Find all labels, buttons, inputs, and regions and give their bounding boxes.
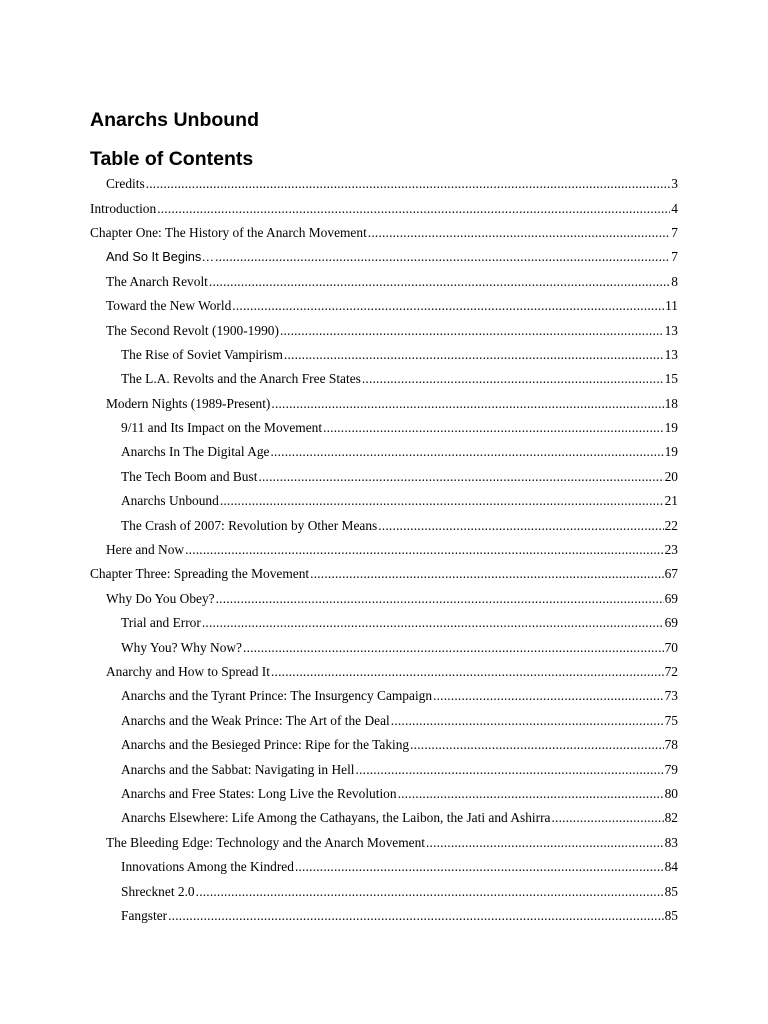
toc-entry-page: 70 bbox=[664, 639, 678, 655]
toc-entry-page: 18 bbox=[664, 395, 678, 411]
toc-entry[interactable] bbox=[0, 245, 768, 269]
toc-entry-title: The Crash of 2007: Revolution by Other Means bbox=[121, 517, 378, 533]
dot-leader bbox=[216, 591, 664, 607]
toc-entry[interactable] bbox=[0, 562, 768, 586]
toc-entry-page: 85 bbox=[664, 883, 678, 899]
toc-entry-title: Innovations Among the Kindred bbox=[121, 859, 294, 875]
toc-entry-page: 80 bbox=[664, 785, 678, 801]
toc-entry-page: 13 bbox=[664, 322, 678, 338]
dot-leader bbox=[368, 225, 671, 241]
toc-entry[interactable] bbox=[0, 635, 768, 659]
dot-leader bbox=[258, 469, 663, 485]
toc-entry-page: 11 bbox=[665, 298, 678, 314]
toc-entry-title: Anarchs In The Digital Age bbox=[121, 444, 270, 460]
dot-leader bbox=[356, 762, 664, 778]
toc-entry-page: 22 bbox=[664, 517, 678, 533]
toc-entry-page: 85 bbox=[664, 907, 678, 923]
toc-entry[interactable] bbox=[0, 392, 768, 416]
toc-entry-page: 23 bbox=[664, 542, 678, 558]
toc-entry-page: 78 bbox=[664, 737, 678, 753]
toc-entry-title: Introduction bbox=[90, 200, 157, 216]
toc-entry-page: 72 bbox=[664, 664, 678, 679]
toc-entry-title: Anarchs Elsewhere: Life Among the Cathayans, the Laibon, the Jati and Ashirra bbox=[121, 810, 551, 826]
dot-leader bbox=[202, 615, 664, 631]
dot-leader bbox=[146, 176, 671, 192]
toc-entry[interactable] bbox=[0, 343, 768, 367]
toc-entry-page: 7 bbox=[671, 249, 678, 265]
table-of-contents bbox=[0, 172, 768, 928]
toc-entry[interactable] bbox=[0, 855, 768, 879]
toc-entry-page: 13 bbox=[664, 346, 678, 362]
dot-leader bbox=[220, 493, 664, 509]
toc-entry[interactable] bbox=[0, 709, 768, 733]
toc-entry-title: The Rise of Soviet Vampirism bbox=[121, 346, 283, 362]
toc-entry[interactable] bbox=[0, 367, 768, 391]
toc-entry[interactable] bbox=[0, 611, 768, 635]
dot-leader bbox=[215, 249, 670, 265]
toc-entry-title: Chapter Three: Spreading the Movement bbox=[90, 566, 310, 582]
toc-entry-title: Trial and Error bbox=[121, 615, 201, 631]
toc-entry-page: 67 bbox=[664, 566, 678, 582]
toc-entry[interactable] bbox=[0, 538, 768, 562]
toc-entry-title: Why Do You Obey? bbox=[106, 590, 215, 606]
toc-entry-page: 3 bbox=[671, 176, 678, 192]
dot-leader bbox=[243, 640, 664, 656]
toc-entry-title: The Anarch Revolt bbox=[106, 273, 208, 289]
toc-entry-page: 73 bbox=[664, 688, 678, 704]
toc-entry[interactable] bbox=[0, 294, 768, 318]
toc-entry[interactable] bbox=[0, 196, 768, 220]
dot-leader bbox=[168, 908, 663, 924]
dot-leader bbox=[295, 859, 664, 875]
toc-entry[interactable] bbox=[0, 172, 768, 196]
toc-entry-title: Anarchs and the Weak Prince: The Art of the Deal bbox=[121, 712, 390, 728]
toc-entry-page: 4 bbox=[671, 200, 678, 216]
toc-entry[interactable] bbox=[0, 757, 768, 781]
toc-entry[interactable] bbox=[0, 587, 768, 611]
toc-entry[interactable] bbox=[0, 806, 768, 830]
toc-entry-title: Anarchs and Free States: Long Live the Revolution bbox=[121, 785, 397, 801]
dot-leader bbox=[232, 298, 664, 314]
toc-entry-title: The Bleeding Edge: Technology and the Anarch Movement bbox=[106, 834, 425, 850]
dot-leader bbox=[185, 542, 664, 558]
toc-entry-page: 19 bbox=[664, 444, 678, 460]
dot-leader bbox=[284, 347, 664, 363]
dot-leader bbox=[362, 371, 664, 387]
toc-entry[interactable] bbox=[0, 270, 768, 294]
dot-leader bbox=[271, 664, 664, 680]
toc-entry-page: 7 bbox=[671, 224, 678, 240]
toc-entry-title: Anarchs and the Sabbat: Navigating in Hell bbox=[121, 761, 355, 777]
document-title: Anarchs Unbound bbox=[90, 109, 259, 131]
toc-entry-page: 75 bbox=[664, 712, 678, 728]
toc-entry[interactable] bbox=[0, 733, 768, 757]
toc-entry-title: Anarchs Unbound bbox=[121, 493, 219, 509]
toc-entry-title: Anarchs and the Besieged Prince: Ripe for the Taking bbox=[121, 737, 410, 753]
toc-entry-page: 69 bbox=[664, 615, 678, 631]
dot-leader bbox=[157, 201, 670, 217]
toc-entry-title: Credits bbox=[106, 176, 145, 192]
toc-entry-title: Fangster bbox=[121, 907, 168, 923]
toc-entry-page: 8 bbox=[671, 273, 678, 289]
dot-leader bbox=[271, 444, 664, 460]
toc-entry-title: Why You? Why Now? bbox=[121, 639, 243, 655]
toc-entry[interactable] bbox=[0, 416, 768, 440]
dot-leader bbox=[398, 786, 664, 802]
dot-leader bbox=[552, 810, 664, 826]
dot-leader bbox=[323, 420, 664, 436]
toc-entry-page: 15 bbox=[664, 371, 678, 387]
toc-entry-page: 69 bbox=[664, 590, 678, 606]
dot-leader bbox=[391, 713, 664, 729]
toc-entry-page: 84 bbox=[664, 859, 678, 875]
toc-entry-title: The L.A. Revolts and the Anarch Free States bbox=[121, 371, 361, 387]
dot-leader bbox=[310, 566, 663, 582]
toc-entry-title: Here and Now bbox=[106, 542, 185, 558]
toc-entry-title: 9/11 and Its Impact on the Movement bbox=[121, 420, 323, 436]
toc-entry[interactable] bbox=[0, 660, 768, 684]
toc-entry-title: Toward the New World bbox=[106, 298, 232, 314]
dot-leader bbox=[196, 884, 664, 900]
toc-entry-title: Modern Nights (1989-Present) bbox=[106, 395, 271, 411]
toc-entry[interactable] bbox=[0, 904, 768, 928]
dot-leader bbox=[378, 518, 663, 534]
toc-entry-page: 82 bbox=[664, 810, 678, 826]
dot-leader bbox=[209, 274, 670, 290]
toc-entry[interactable] bbox=[0, 318, 768, 342]
dot-leader bbox=[280, 323, 664, 339]
dot-leader bbox=[410, 737, 663, 753]
toc-entry-title: Shrecknet 2.0 bbox=[121, 883, 195, 899]
toc-entry-title: Chapter One: The History of the Anarch Movement bbox=[90, 224, 367, 240]
toc-entry[interactable] bbox=[0, 465, 768, 489]
toc-entry-title: And So It Begins… bbox=[106, 249, 215, 265]
toc-entry-title: Anarchy and How to Spread It bbox=[106, 664, 270, 679]
toc-entry[interactable] bbox=[0, 513, 768, 537]
toc-entry[interactable] bbox=[0, 221, 768, 245]
toc-entry[interactable] bbox=[0, 831, 768, 855]
toc-entry-page: 83 bbox=[664, 834, 678, 850]
toc-entry-page: 79 bbox=[664, 761, 678, 777]
toc-entry-title: The Tech Boom and Bust bbox=[121, 468, 258, 484]
toc-entry-page: 21 bbox=[664, 493, 678, 509]
dot-leader bbox=[271, 396, 663, 412]
toc-entry[interactable] bbox=[0, 782, 768, 806]
toc-entry[interactable] bbox=[0, 489, 768, 513]
toc-entry-page: 19 bbox=[664, 420, 678, 436]
toc-entry-title: Anarchs and the Tyrant Prince: The Insurgency Campaign bbox=[121, 688, 433, 704]
toc-entry-title: The Second Revolt (1900-1990) bbox=[106, 322, 279, 338]
toc-entry-page: 20 bbox=[664, 468, 678, 484]
toc-entry[interactable] bbox=[0, 879, 768, 903]
toc-entry[interactable] bbox=[0, 440, 768, 464]
toc-entry[interactable] bbox=[0, 684, 768, 708]
dot-leader bbox=[433, 688, 664, 704]
dot-leader bbox=[426, 835, 664, 851]
toc-heading: Table of Contents bbox=[90, 148, 254, 170]
